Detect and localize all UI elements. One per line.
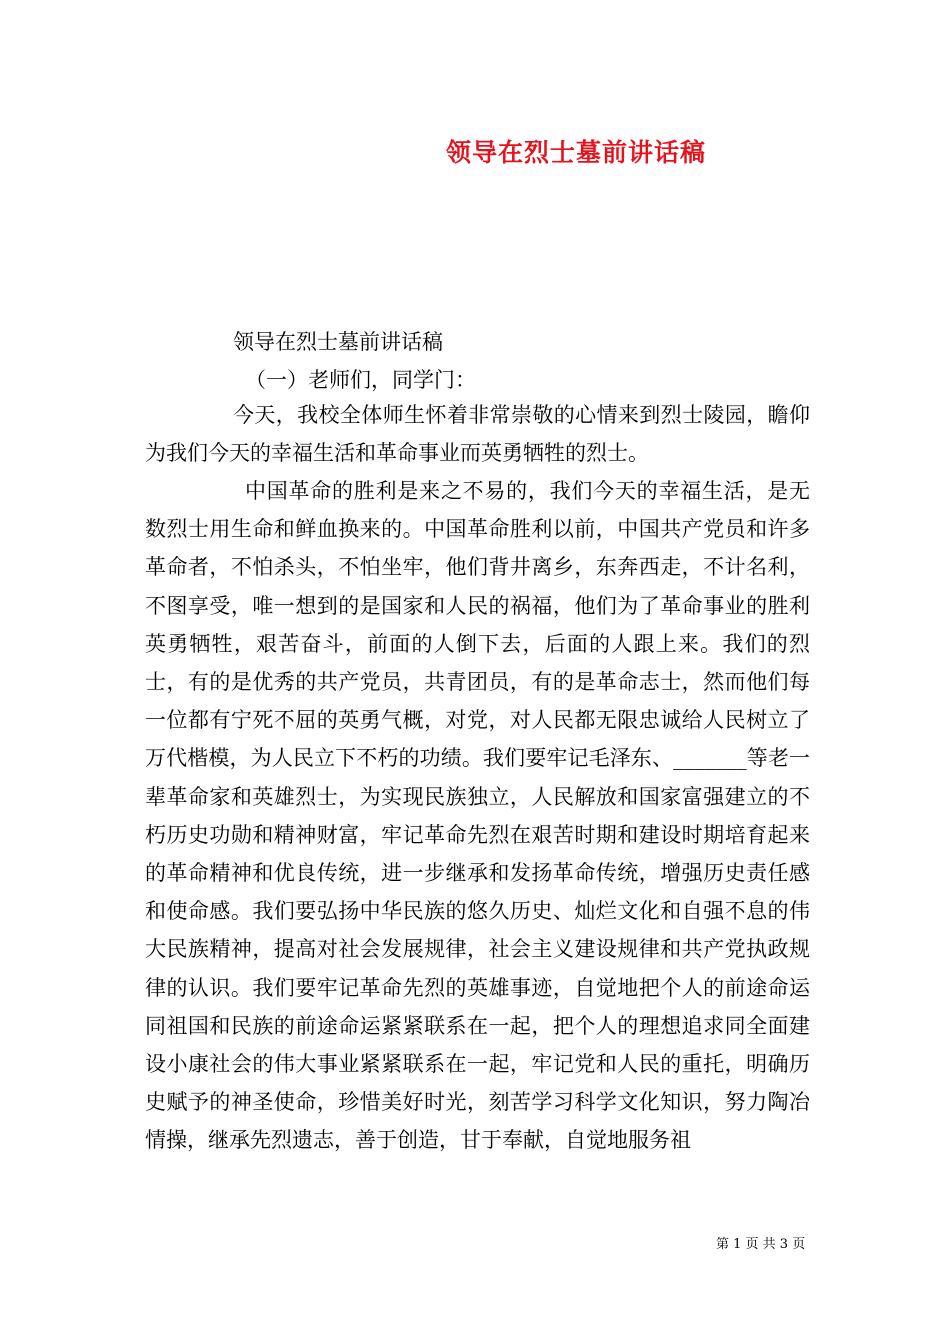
paragraph: 今天，我校全体师生怀着非常崇敬的心情来到烈士陵园，瞻仰为我们今天的幸福生活和革命事业而英勇牺牲的烈士。 [145, 403, 810, 466]
speech-title: 领导在烈士墓前讲话稿 [233, 330, 443, 354]
document-title: 领导在烈士墓前讲话稿 [446, 138, 707, 167]
paragraph: 中国革命的胜利是来之不易的，我们今天的幸福生活，是无数烈士用生命和鲜血换来的。中国革命胜利以前，中国共产党员和许多革命者，不怕杀头，不怕坐牢，他们背井离乡，东奔西走，不计名利，不图享受，唯一想到的是国家和人民的祸福，他们为了革命事业的胜利英勇牺牲，艰苦奋斗，前面的人倒下去，后面的人跟上来。我们的烈士，有的是优秀的共产党员，共青团员，有的是革命志士，然而他们每一位都有宁死不屈的英勇气概，对党，对人民都无限忠诚给人民树立了万代楷模，为人民立下不朽的功绩。我们要牢记毛泽东、_______等老一辈革命家和英雄烈士，为实现民族独立，人民解放和国家富强建立的不朽历史功勋和精神财富，牢记革命先烈在艰苦时期和建设时期培育起来的革命精神和优良传统，进一步继承和发扬革命传统，增强历史责任感和使命感。我们要弘扬中华民族的悠久历史、灿烂文化和自强不息的伟大民族精神，提高对社会发展规律，社会主义建设规律和共产党执政规律的认识。我们要牢记革命先烈的英雄事迹，自觉地把个人的前途命运同祖国和民族的前途命运紧紧联系在一起，把个人的理想追求同全面建设小康社会的伟大事业紧紧联系在一起，牢记党和人民的重托，明确历史赋予的神圣使命，珍惜美好时光，刻苦学习科学文化知识，努力陶冶情操，继承先烈遗志，善于创造，甘于奉献，自觉地服务祖 [145, 479, 810, 1153]
salutation: （一）老师们，同学门： [245, 368, 476, 392]
page-number: 第 1 页 共 3 页 [716, 1237, 806, 1252]
